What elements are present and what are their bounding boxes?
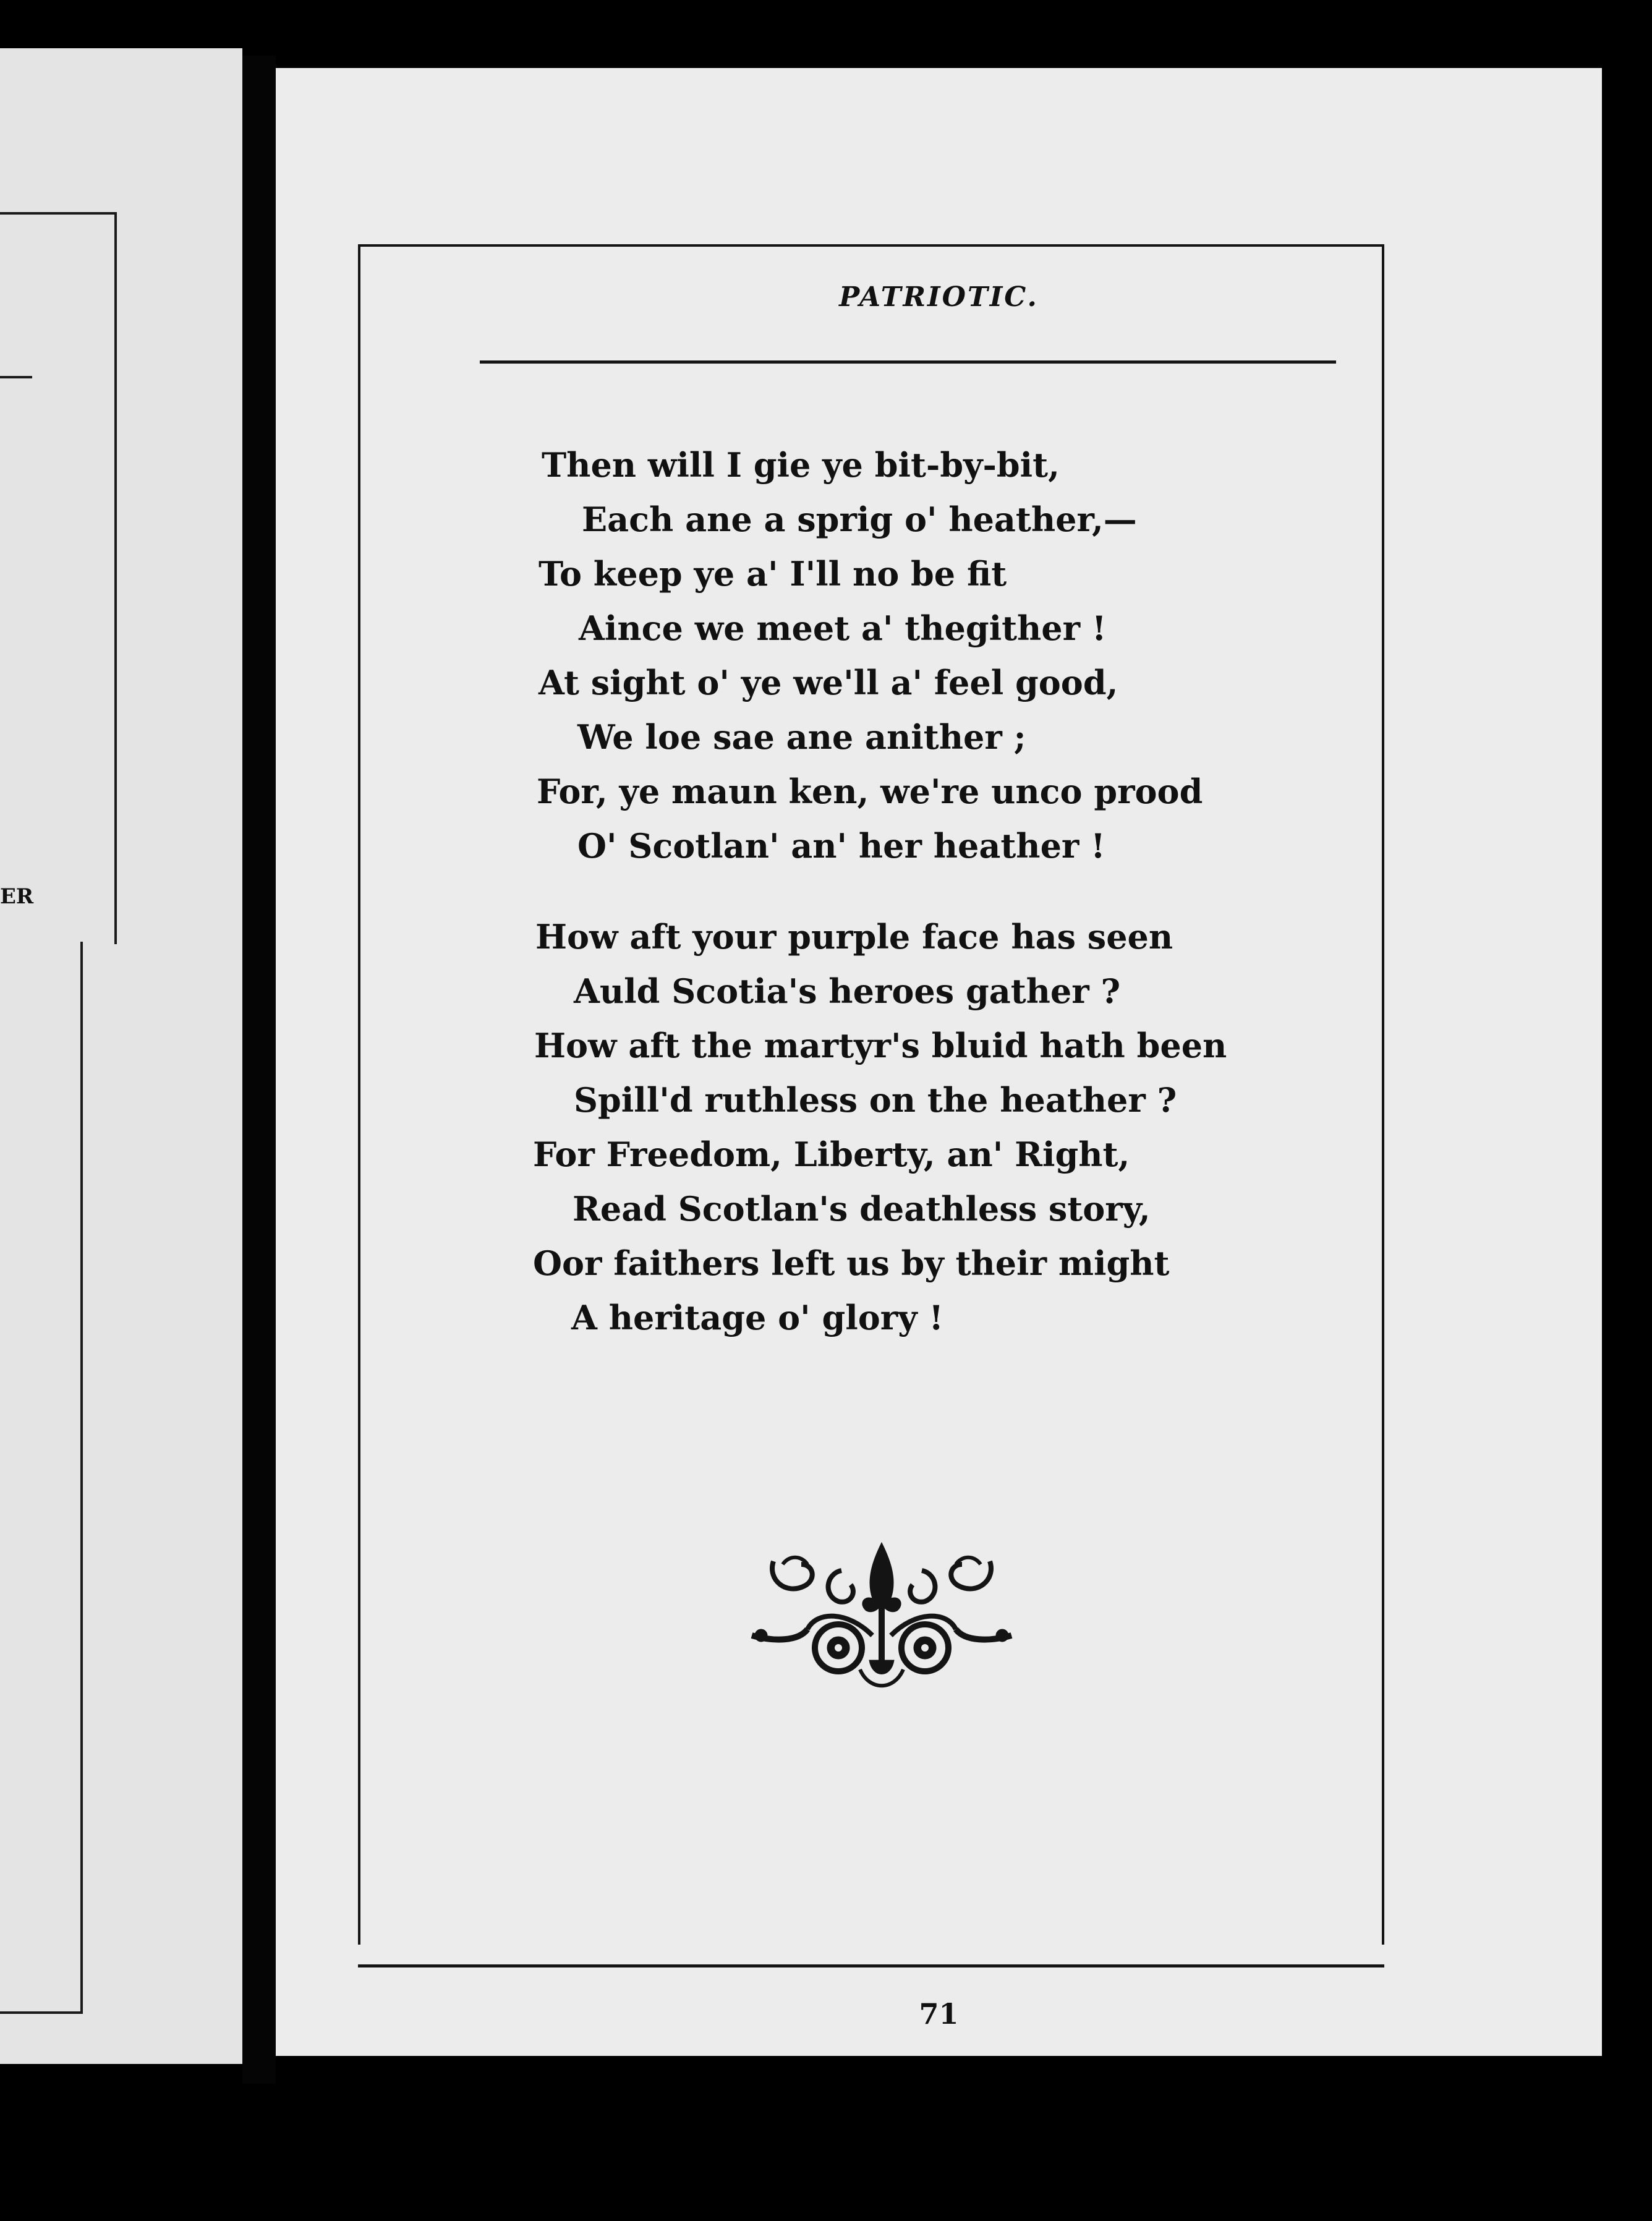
header-rule: [480, 360, 1336, 364]
poem-line: Each ane a sprig o' heather,—: [582, 500, 1137, 539]
book-gutter: [242, 56, 276, 2084]
poem-line: Oor faithers left us by their might: [533, 1243, 1170, 1283]
poem-line: Then will I gie ye bit-by-bit,: [542, 445, 1060, 485]
poem-line: O' Scotlan' an' her heather !: [577, 826, 1105, 866]
running-head: PATRIOTIC.: [839, 281, 1039, 313]
poem-line: How aft your purple face has seen: [535, 917, 1173, 957]
page-number: 71: [919, 1997, 959, 2031]
poem-line: A heritage o' glory !: [571, 1298, 944, 1337]
poem-line: To keep ye a' I'll no be fit: [539, 554, 1007, 594]
previous-page: [0, 48, 242, 2064]
previous-page-frame: [0, 212, 117, 944]
poem-line: Auld Scotia's heroes gather ?: [574, 971, 1121, 1011]
poem-line: Aince we meet a' thegither !: [579, 608, 1107, 648]
poem-line: Spill'd ruthless on the heather ?: [574, 1080, 1177, 1120]
poem-line: At sight o' ye we'll a' feel good,: [539, 663, 1118, 702]
poem-line: For, ye maun ken, we're unco prood: [537, 772, 1203, 811]
book-page: [276, 68, 1602, 2056]
poem-line: How aft the martyr's bluid hath been: [534, 1026, 1227, 1065]
page-frame-bottom-rule: [358, 1964, 1384, 1967]
previous-page-rule: [0, 376, 32, 378]
previous-page-text-fragment: ER: [0, 884, 34, 909]
poem-line: For Freedom, Liberty, an' Right,: [533, 1135, 1130, 1174]
poem-line: We loe sae ane anither ;: [577, 717, 1026, 757]
floral-fleuron-icon: [749, 1537, 1015, 1697]
poem-line: Read Scotlan's deathless story,: [573, 1189, 1151, 1229]
previous-page-frame-lower: [0, 942, 83, 2014]
